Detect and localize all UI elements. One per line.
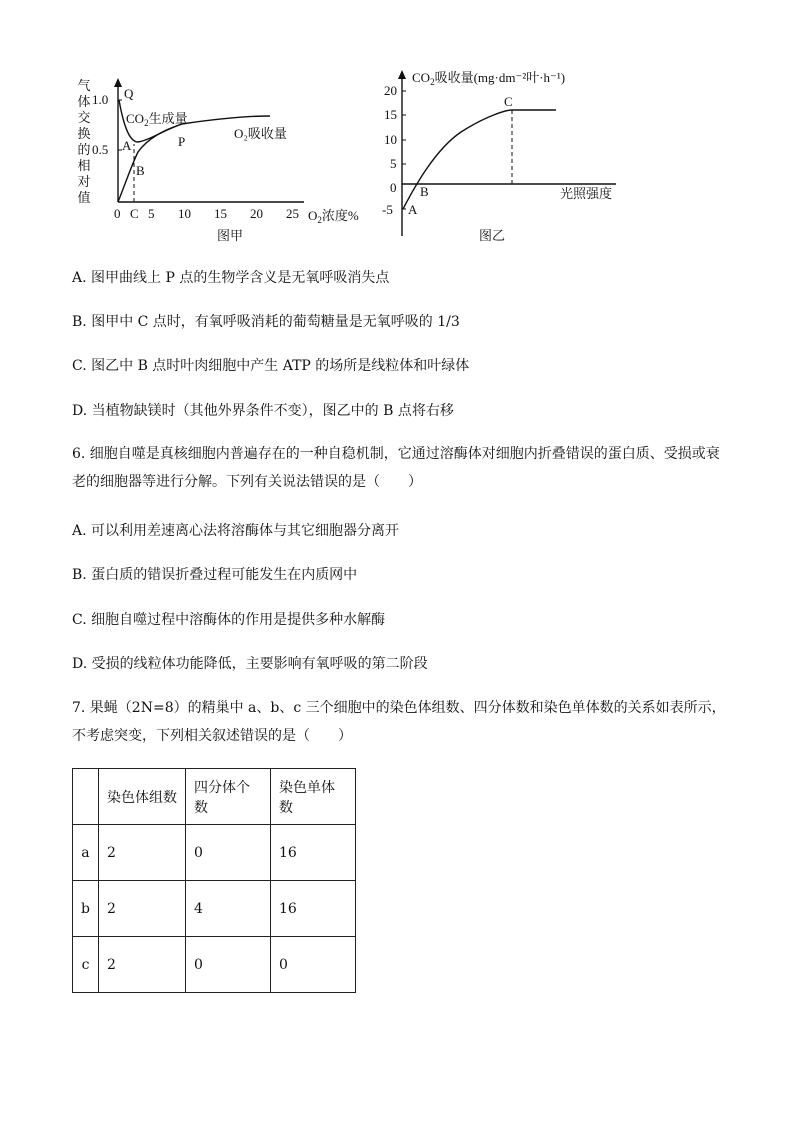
q6-option-c: C. 细胞自噬过程中溶酶体的作用是提供多种水解酶 — [72, 612, 386, 628]
ytick: 15 — [384, 107, 397, 122]
ytick: -5 — [382, 202, 393, 217]
table-header-cell: 染色单体数 — [270, 769, 355, 825]
ylabel-char: 相 — [77, 158, 91, 173]
table-cell: 0 — [270, 937, 355, 993]
figure-yi-svg — [376, 64, 636, 248]
ytick: 20 — [384, 83, 397, 98]
ytick-05: 0.5 — [92, 142, 109, 157]
figure-yi — [376, 64, 636, 248]
ylabel-char: 的 — [77, 142, 91, 157]
table-cell: 4 — [185, 881, 270, 937]
q6-option-b: B. 蛋白质的错误折叠过程可能发生在内质网中 — [72, 567, 358, 583]
table-cell: b — [73, 881, 99, 937]
o2-series-label: O₂吸收量 — [234, 126, 287, 141]
ylabel-yi: $CO_2$吸收量(mg·dm⁻²叶·h⁻¹) — [412, 70, 566, 87]
ytick: 0 — [390, 180, 397, 195]
label-Q: Q — [124, 86, 134, 101]
q6-option-a: A. 可以利用差速离心法将溶酶体与其它细胞器分离开 — [72, 523, 400, 539]
xtick-5: 5 — [148, 206, 155, 221]
xtick-10: 10 — [178, 206, 191, 221]
table-header-cell — [73, 769, 99, 825]
ytick: 10 — [384, 132, 397, 147]
ytick-1: 1.0 — [92, 92, 109, 107]
ylabel-char: 对 — [77, 174, 91, 189]
table-cell: 16 — [270, 881, 355, 937]
ylabel-char: 换 — [77, 126, 91, 141]
ytick: 5 — [390, 156, 397, 171]
table-cell: 2 — [98, 825, 185, 881]
xtick-25: 25 — [286, 206, 299, 221]
figure-jia — [72, 78, 372, 248]
xlabel-yi: 光照强度 — [560, 186, 613, 201]
xtick-15: 15 — [214, 206, 227, 221]
xtick-20: 20 — [250, 206, 263, 221]
table-header-row — [73, 769, 356, 825]
ylabel-char: 交 — [77, 110, 91, 125]
label-P: P — [178, 134, 186, 149]
table-cell: 2 — [98, 937, 185, 993]
xlabel: $O_2$浓度% — [308, 208, 359, 225]
ylabel-char: 体 — [77, 94, 91, 109]
q7-stem: 7. 果蝇（2N=8）的精巢中 a、b、c 三个细胞中的染色体组数、四分体数和染色单体数的关系如表所示，不考虑突变，下列相关叙述错误的是（ ） — [72, 700, 726, 744]
caption-jia: 图甲 — [216, 228, 244, 243]
q7-table — [72, 768, 356, 993]
table-row — [73, 881, 356, 937]
table-header-cell: 四分体个数 — [185, 769, 270, 825]
label-A: A — [408, 202, 418, 217]
caption-yi: 图乙 — [478, 228, 506, 243]
table-cell: 2 — [98, 881, 185, 937]
table-cell: 0 — [185, 825, 270, 881]
figure-jia-svg — [72, 78, 372, 248]
table-cell: 16 — [270, 825, 355, 881]
xtick-0: 0 — [114, 206, 121, 221]
table-cell: 0 — [185, 937, 270, 993]
table-row — [73, 937, 356, 993]
label-B: B — [420, 184, 429, 199]
table-row — [73, 825, 356, 881]
label-C: C — [504, 94, 513, 109]
y-axis-arrow — [114, 78, 122, 87]
q5-option-b: B. 图甲中 C 点时，有氧呼吸消耗的葡萄糖量是无氧呼吸的 1/3 — [72, 314, 460, 330]
co2-series-label: $CO_2$生成量 — [126, 111, 188, 128]
ylabel-char: 值 — [77, 190, 91, 205]
label-B: B — [136, 163, 145, 178]
o2-curve — [118, 124, 182, 202]
table-cell: c — [73, 937, 99, 993]
q5-option-a: A. 图甲曲线上 P 点的生物学含义是无氧呼吸消失点 — [72, 270, 390, 286]
label-A: A — [122, 138, 132, 153]
xtick-C: C — [130, 206, 139, 221]
y-axis-arrow — [398, 70, 406, 79]
q5-option-c: C. 图乙中 B 点时叶肉细胞中产生 ATP 的场所是线粒体和叶绿体 — [72, 358, 470, 374]
q5-option-d: D. 当植物缺镁时（其他外界条件不变），图乙中的 B 点将右移 — [72, 403, 454, 419]
table-header-cell: 染色体组数 — [98, 769, 185, 825]
q6-stem: 6. 细胞自噬是真核细胞内普遍存在的一种自稳机制，它通过溶酶体对细胞内折叠错误的蛋白质、受损或衰老的细胞器等进行分解。下列有关说法错误的是（ ） — [72, 446, 720, 490]
ylabel-char: 气 — [77, 78, 91, 93]
q6-option-d: D. 受损的线粒体功能降低，主要影响有氧呼吸的第二阶段 — [72, 656, 428, 672]
table-cell: a — [73, 825, 99, 881]
